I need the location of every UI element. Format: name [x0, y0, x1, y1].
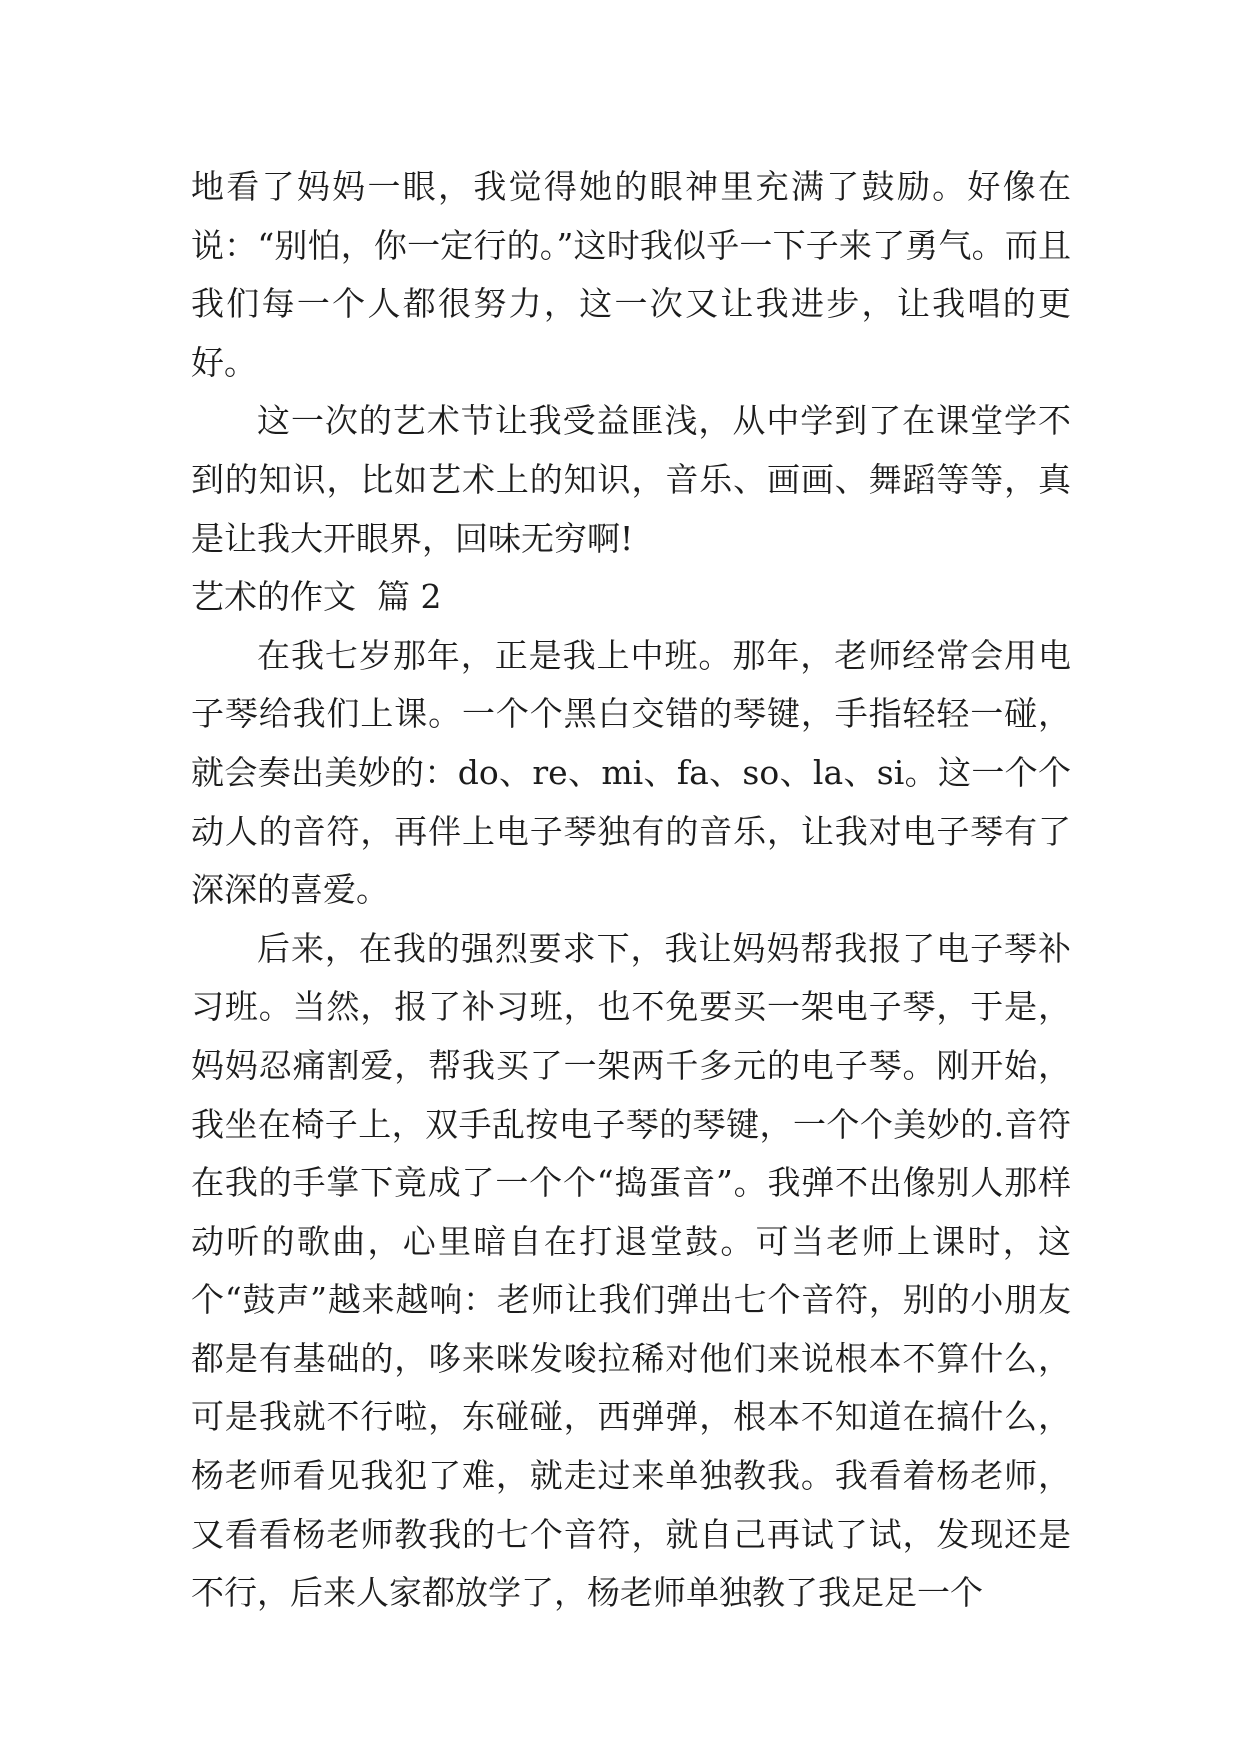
paragraph-keyboard-lessons: 后来，在我的强烈要求下，我让妈妈帮我报了电子琴补习班。当然，报了补习班，也不免要买一架电子琴，于是，妈妈忍痛割爱，帮我买了一架两千多元的电子琴。刚开始，我坐在椅子上，双手乱按电子琴的琴键，一个个美妙的.音符在我的手掌下竟成了一个个“捣蛋音”。我弹不出像别人那样动听的歌曲，心里暗自在打退堂鼓。可当老师上课时，这个“鼓声”越来越响：老师让我们弹出七个音符，别的小朋友都是有基础的，哆来咪发唆拉稀对他们来说根本不算什么，可是我就不行啦，东碰碰，西弹弹，根本不知道在搞什么，杨老师看见我犯了难，就走过来单独教我。我看着杨老师，又看看杨老师教我的七个音符，就自己再试了试，发现还是不行，后来人家都放学了，杨老师单独教了我足足一个 — [191, 928, 1071, 1613]
section-heading: 艺术的作文 篇 2 — [191, 577, 442, 617]
paragraph-keyboard-intro: 在我七岁那年，正是我上中班。那年，老师经常会用电子琴给我们上课。一个个黑白交错的琴键，手指轻轻一碰，就会奏出美妙的：do、re、mi、fa、so、la、si。这一个个动人的音符，再伴上电子琴独有的音乐，让我对电子琴有了深深的喜爱。 — [191, 635, 1071, 910]
paragraph-continuation: 地看了妈妈一眼，我觉得她的眼神里充满了鼓励。好像在说：“别怕，你一定行的。”这时我似乎一下子来了勇气。而且我们每一个人都很努力，这一次又让我进步，让我唱的更好。 — [191, 167, 1071, 382]
paragraph-art-festival-reflection: 这一次的艺术节让我受益匪浅，从中学到了在课堂学不到的知识，比如艺术上的知识，音乐、画画、舞蹈等等，真是让我大开眼界，回味无穷啊! — [191, 401, 1071, 558]
essay-body — [191, 158, 1071, 1623]
